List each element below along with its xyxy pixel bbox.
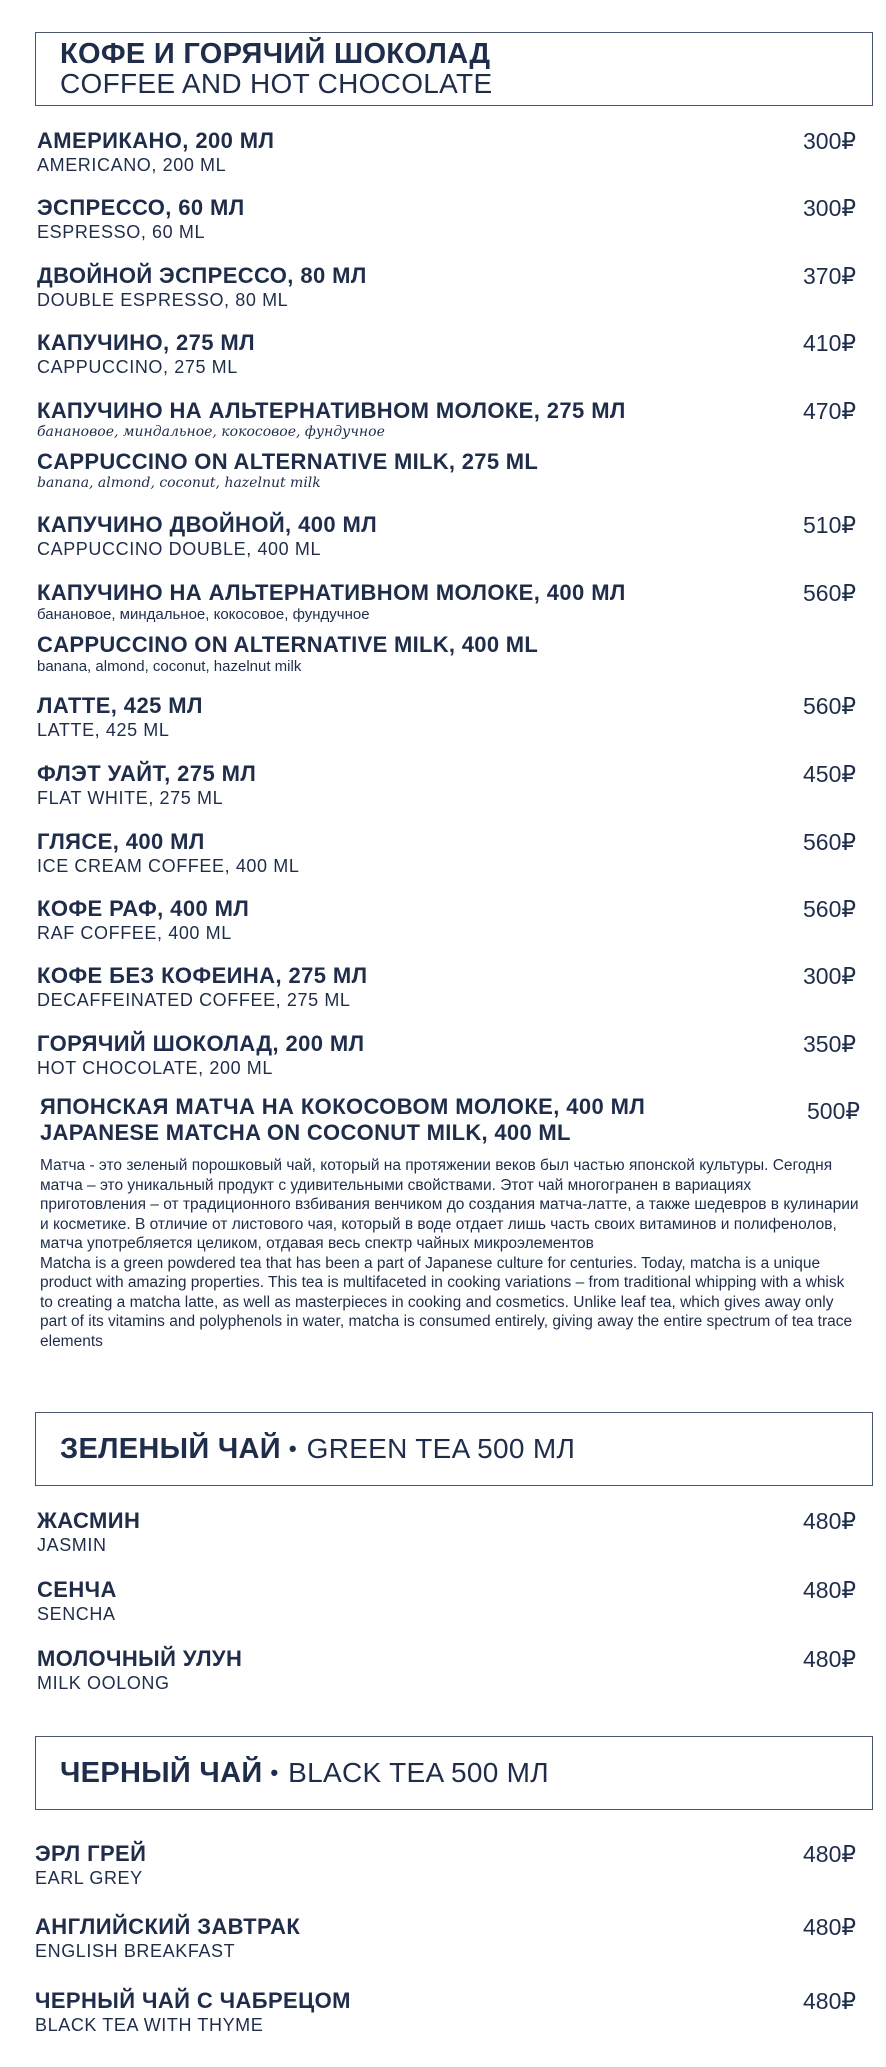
item-name-en: MILK OOLONG [37, 1673, 170, 1693]
item-price: 300₽ [802, 195, 856, 221]
item-name-en: ESPRESSO, 60 ML [37, 222, 206, 242]
menu-item-english-breakfast [35, 1914, 856, 1962]
menu-item-americano [37, 128, 856, 176]
item-price: 480₽ [802, 1508, 856, 1534]
coffee-section-header [35, 32, 873, 106]
black-tea-header-ru: ЧЕРНЫЙ ЧАЙ [60, 1756, 263, 1789]
item-name-ru: ЛАТТЕ, 425 МЛ [37, 693, 203, 718]
item-name-ru: ЯПОНСКАЯ МАТЧА НА КОКОСОВОМ МОЛОКЕ, 400 МЛ [40, 1094, 646, 1119]
item-price: 370₽ [802, 263, 856, 289]
menu-item-matcha [40, 1094, 860, 1146]
green-tea-header-ru: ЗЕЛЕНЫЙ ЧАЙ [60, 1432, 281, 1465]
menu-item-sencha [37, 1577, 856, 1625]
green-tea-header-en: GREEN TEA 500 МЛ [306, 1433, 576, 1464]
menu-item-cappuccino [37, 330, 856, 378]
item-price: 480₽ [802, 1914, 856, 1940]
item-name-ru: ГОРЯЧИЙ ШОКОЛАД, 200 МЛ [37, 1031, 365, 1056]
menu-item-raf-coffee [37, 896, 856, 944]
menu-item-earl-grey [35, 1841, 856, 1889]
item-price: 560₽ [802, 896, 856, 922]
green-tea-section-header [35, 1412, 873, 1486]
item-name-en: JASMIN [37, 1535, 107, 1555]
item-price: 480₽ [802, 1988, 856, 2014]
item-name-ru: МОЛОЧНЫЙ УЛУН [37, 1646, 243, 1671]
item-name-en: ENGLISH BREAKFAST [35, 1941, 236, 1961]
item-name-en: JAPANESE MATCHA ON COCONUT MILK, 400 ML [40, 1120, 571, 1145]
item-price: 560₽ [802, 693, 856, 719]
menu-item-double-espresso [37, 263, 856, 311]
item-note-ru: банановое, миндальное, кокосовое, фундучное [37, 424, 385, 440]
item-price: 300₽ [802, 128, 856, 154]
item-name-en: EARL GREY [35, 1868, 143, 1888]
item-price: 480₽ [802, 1841, 856, 1867]
item-name-ru: АМЕРИКАНО, 200 МЛ [37, 128, 275, 153]
menu-item-hot-chocolate [37, 1031, 856, 1079]
item-name-ru: КАПУЧИНО ДВОЙНОЙ, 400 МЛ [37, 512, 378, 537]
item-name-en: ICE CREAM COFFEE, 400 ML [37, 856, 300, 876]
item-name-ru: КОФЕ БЕЗ КОФЕИНА, 275 МЛ [37, 963, 368, 988]
matcha-description [40, 1156, 860, 1351]
menu-item-cappuccino-alt-milk-275 [37, 398, 856, 492]
item-name-en: LATTE, 425 ML [37, 720, 170, 740]
header-separator: • [288, 1436, 297, 1461]
item-price: 560₽ [802, 580, 856, 606]
item-name-en: CAPPUCCINO DOUBLE, 400 ML [37, 539, 322, 559]
menu-item-latte [37, 693, 856, 741]
item-name-ru: ЖАСМИН [37, 1508, 141, 1533]
menu-item-milk-oolong [37, 1646, 856, 1694]
item-name-en: CAPPUCCINO ON ALTERNATIVE MILK, 400 ML [37, 632, 539, 657]
item-name-ru: КАПУЧИНО НА АЛЬТЕРНАТИВНОМ МОЛОКЕ, 400 МЛ [37, 580, 626, 605]
item-note-ru: банановое, миндальное, кокосовое, фундучное [37, 606, 370, 623]
menu-item-espresso [37, 195, 856, 243]
item-name-ru: ДВОЙНОЙ ЭСПРЕССО, 80 МЛ [37, 263, 367, 288]
matcha-description-ru: Матча - это зеленый порошковый чай, который на протяжении веков был частью японской культуры. Сегодня матча – это уникальный продукт с удивительными свойствами. Этот чай многогранен в вариациях приготовления – от традиционного взбивания венчиком до создания матча-латте, а также шедевров в кулинарии и косметике. В отличие от листового чая, который в воде отдает лишь часть своих витаминов и полифенолов, матча употребляется целиком, отдавая весь спектр чайных микроэлементов [40, 1157, 859, 1252]
item-name-en: CAPPUCCINO ON ALTERNATIVE MILK, 275 ML [37, 449, 539, 474]
item-name-ru: КОФЕ РАФ, 400 МЛ [37, 896, 250, 921]
item-name-ru: ЭРЛ ГРЕЙ [35, 1841, 147, 1866]
item-name-en: CAPPUCCINO, 275 ML [37, 357, 238, 377]
item-price: 410₽ [802, 330, 856, 356]
item-note-en: banana, almond, coconut, hazelnut milk [37, 658, 302, 675]
item-price: 450₽ [802, 761, 856, 787]
matcha-description-en: Matcha is a green powdered tea that has been a part of Japanese culture for centuries. Today, matcha is a unique product with amazing properties. This tea is multifaceted in cooking variations – from traditional whipping with a whisk to creating a matcha latte, as well as masterpieces in cooking and cosmetics. Unlike leaf tea, which gives away only part of its vitamins and polyphenols in water, matcha is consumed entirely, giving away the entire spectrum of tea trace elements [40, 1254, 853, 1350]
item-name-ru: ЧЕРНЫЙ ЧАЙ С ЧАБРЕЦОМ [35, 1988, 351, 2013]
item-name-ru: ФЛЭТ УАЙТ, 275 МЛ [37, 761, 257, 786]
item-note-en: banana, almond, coconut, hazelnut milk [37, 475, 321, 491]
menu-item-cappuccino-double [37, 512, 856, 560]
item-name-en: DOUBLE ESPRESSO, 80 ML [37, 290, 289, 310]
menu-item-flat-white [37, 761, 856, 809]
item-price: 510₽ [802, 512, 856, 538]
item-price: 350₽ [802, 1031, 856, 1057]
coffee-header-en: COFFEE AND HOT CHOCOLATE [60, 68, 493, 99]
item-price: 480₽ [802, 1646, 856, 1672]
menu-item-jasmin [37, 1508, 856, 1556]
item-name-ru: СЕНЧА [37, 1577, 117, 1602]
item-name-ru: КАПУЧИНО, 275 МЛ [37, 330, 255, 355]
item-name-ru: КАПУЧИНО НА АЛЬТЕРНАТИВНОМ МОЛОКЕ, 275 МЛ [37, 398, 626, 423]
item-price: 500₽ [806, 1098, 860, 1124]
item-name-en: SENCHA [37, 1604, 116, 1624]
item-price: 300₽ [802, 963, 856, 989]
item-price: 470₽ [802, 398, 856, 424]
menu-item-black-tea-thyme [35, 1988, 856, 2036]
menu-item-cappuccino-alt-milk-400 [37, 580, 856, 676]
item-price: 560₽ [802, 829, 856, 855]
black-tea-section-header [35, 1736, 873, 1810]
header-separator: • [270, 1760, 279, 1785]
item-name-en: RAF COFFEE, 400 ML [37, 923, 232, 943]
item-price: 480₽ [802, 1577, 856, 1603]
black-tea-header-en: BLACK TEA 500 МЛ [288, 1757, 549, 1788]
item-name-en: AMERICANO, 200 ML [37, 155, 227, 175]
coffee-header-ru: КОФЕ И ГОРЯЧИЙ ШОКОЛАД [60, 38, 491, 70]
item-name-en: HOT CHOCOLATE, 200 ML [37, 1058, 273, 1078]
item-name-en: BLACK TEA WITH THYME [35, 2015, 264, 2035]
item-name-en: DECAFFEINATED COFFEE, 275 ML [37, 990, 351, 1010]
item-name-en: FLAT WHITE, 275 ML [37, 788, 224, 808]
item-name-ru: ГЛЯСЕ, 400 МЛ [37, 829, 205, 854]
item-name-ru: АНГЛИЙСКИЙ ЗАВТРАК [35, 1914, 301, 1939]
item-name-ru: ЭСПРЕССО, 60 МЛ [37, 195, 245, 220]
menu-item-decaf-coffee [37, 963, 856, 1011]
menu-item-ice-cream-coffee [37, 829, 856, 877]
